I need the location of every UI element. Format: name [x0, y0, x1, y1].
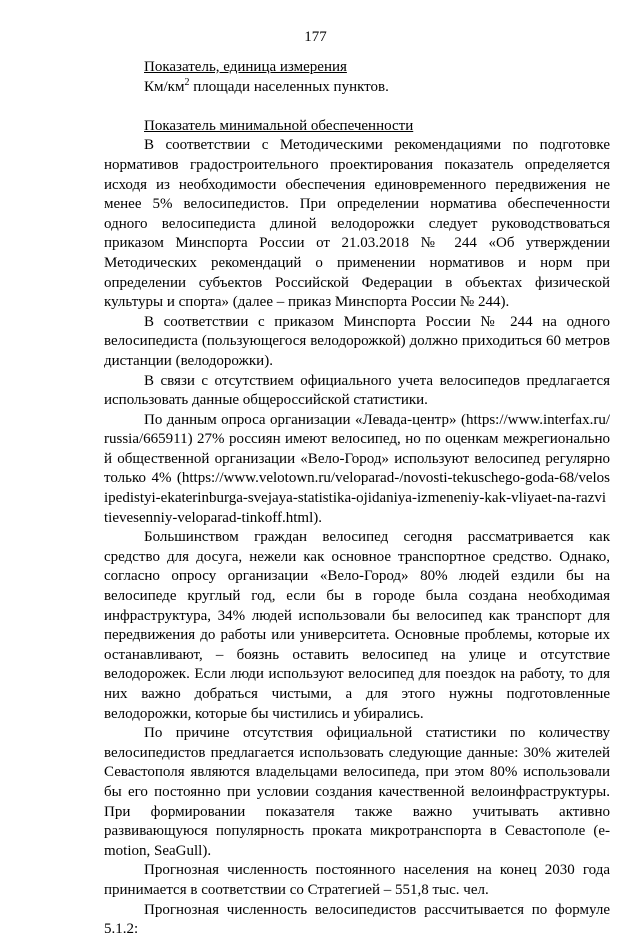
unit-value	[104, 78, 610, 98]
paragraph-methodology: В соответствии с Методическими рекомендациями по подготовке нормативов градостроительного проектирования показатель определяется исходя из необходимости обеспечения единовременного передвижения не менее 5% велосипедистов. При определении норматива обеспеченности одного велосипедиста длиной велодорожки следует руководствоваться приказом Минспорта России от 21.03.2018 № 244 «Об утверждении Методических рекомендаций о применении нормативов и норм при определении субъектов Российской Федерации в объектах физической культуры и спорта» (далее – приказ Минспорта России № 244).	[104, 137, 610, 311]
paragraph-no-official-count: В связи с отсутствием официального учета велосипедов предлагается использовать данные общероссийской статистики.	[104, 372, 610, 409]
paragraph-formula-intro: Прогнозная численность велосипедистов рассчитывается по формуле 5.1.2:	[104, 901, 610, 938]
paragraph-order-244: В соответствии с приказом Минспорта России № 244 на одного велосипедиста (пользующегося велодорожкой) должно приходиться 60 метров дистанции (велодорожки).	[104, 313, 610, 369]
paragraph-population-forecast: Прогнозная численность постоянного населения на конец 2030 года принимается в соответствии со Стратегией – 551,8 тыс. чел.	[104, 862, 610, 898]
paragraph-leisure-use: Большинством граждан велосипед сегодня рассматривается как средство для досуга, нежели как основное транспортное средство. Однако, согласно опросу организации «Вело-Город» 80% людей ездили бы на велосипеде круглый год, если бы в городе была создана необходимая инфраструктура, 34% людей использовали бы велосипед как транспорт для передвижения до работы или университета. Основные проблемы, которые их останавливают, – боязнь оставить велосипед на улице и отсутствие велодорожек. Если люди используют велосипед для поездок на работу, то для них важно добраться чистыми, а для этого нужны подготовленные велодорожки, которые бы чистились и убирались.	[104, 529, 610, 722]
unit-value-rest: площади населенных пунктов.	[189, 78, 389, 95]
min-provision-heading: Показатель минимальной обеспеченности	[144, 117, 414, 134]
unit-value-base: Км/км	[144, 78, 185, 95]
unit-value-superscript: 2	[184, 76, 190, 88]
unit-heading: Показатель, единица измерения	[144, 59, 347, 75]
paragraph-sevastopol-data: По причине отсутствия официальной статистики по количеству велосипедистов предлагается использовать следующие данные: 30% жителей Севастополя являются владельцами велосипеда, при этом 80% использовали бы его постоянно при условии создания качественной велоинфраструктуры. При формировании показателя также важно учитывать активно развивающуюся популярность проката микротранспорта в Севастополе (e-motion, SeaGull).	[104, 725, 610, 859]
page-number: 177	[304, 29, 327, 45]
paragraph-survey-data: По данным опроса организации «Левада-центр» (https://www.interfax.ru/russia/665911) 27% россиян имеют велосипед, но по оценкам межрегиональной общественной организации «Вело-Город» используют велосипед регулярно только 4% (https://www.velotown.ru/veloparad-/novosti-tekuschego-goda-68/velosipedistyi-ekaterinburga-svejaya-statistika-ojidaniya-izmeneniy-kak-vliyaet-na-razvitievesenniy-veloparad-tinkoff.html).	[104, 411, 610, 526]
document-body	[104, 58, 610, 940]
